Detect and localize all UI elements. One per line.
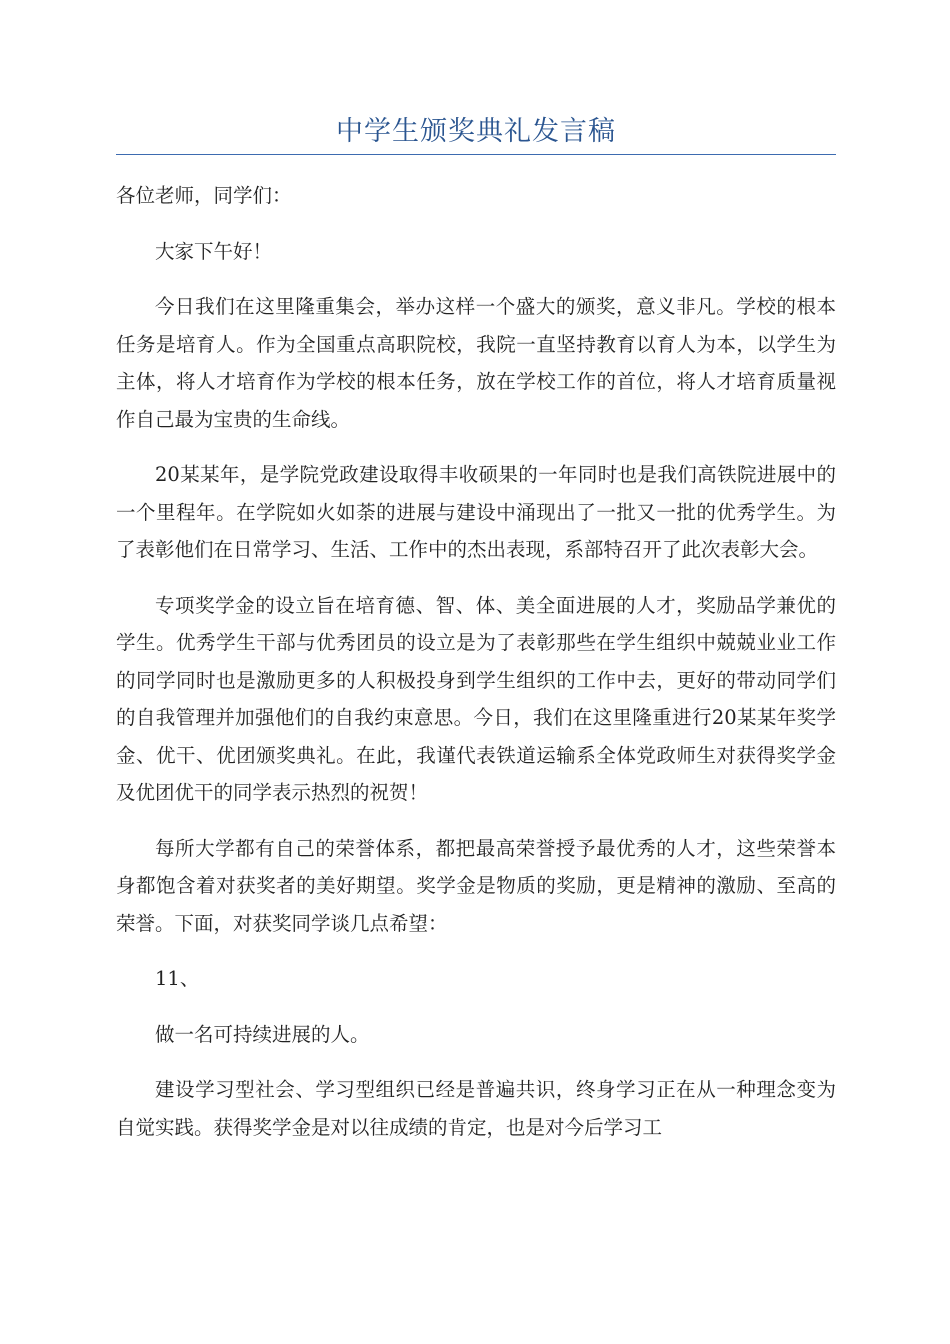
document-title: 中学生颁奖典礼发言稿 <box>336 116 616 147</box>
section-heading-paragraph: 做一名可持续进展的人。 <box>155 1022 370 1046</box>
body-paragraph: 专项奖学金的设立旨在培育德、智、体、美全面进展的人才，奖励品学兼优的学生。优秀学生干部与优秀团员的设立是为了表彰那些在学生组织中兢兢业业工作的同学同时也是激励更多的人积极投身到学生组织的工作中去，更好的带动同学们的自我管理并加强他们的自我约束意思。今日，我们在这里隆重进行20某某年奖学金、优干、优团颁奖典礼。在此，我谨代表铁道运输系全体党政师生对获得奖学金及优团优干的同学表示热烈的祝贺！ <box>116 593 836 804</box>
document-page <box>116 0 836 1164</box>
list-number: 11、 <box>155 967 200 990</box>
document-body <box>116 177 836 1146</box>
body-paragraph: 今日我们在这里隆重集会，举办这样一个盛大的颁奖，意义非凡。学校的根本任务是培育人。作为全国重点高职院校，我院一直坚持教育以育人为本，以学生为主体，将人才培育作为学校的根本任务，放在学校工作的首位，将人才培育质量视作自己最为宝贵的生命线。 <box>116 295 836 431</box>
salutation-paragraph: 各位老师，同学们： <box>116 184 292 207</box>
title-underline <box>116 154 836 155</box>
body-paragraph: 20某某年，是学院党政建设取得丰收硕果的一年同时也是我们高铁院进展中的一个里程年。在学院如火如荼的进展与建设中涌现出了一批又一批的优秀学生。为了表彰他们在日常学习、生活、工作中的杰出表现，系部特召开了此次表彰大会。 <box>116 463 836 561</box>
body-paragraph: 建设学习型社会、学习型组织已经是普遍共识，终身学习正在从一种理念变为自觉实践。获得奖学金是对以往成绩的肯定，也是对今后学习工 <box>116 1078 836 1139</box>
body-paragraph: 每所大学都有自己的荣誉体系，都把最高荣誉授予最优秀的人才，这些荣誉本身都饱含着对获奖者的美好期望。奖学金是物质的奖励，更是精神的激励、至高的荣誉。下面，对获奖同学谈几点希望： <box>116 836 836 935</box>
greeting-paragraph: 大家下午好！ <box>155 239 273 263</box>
